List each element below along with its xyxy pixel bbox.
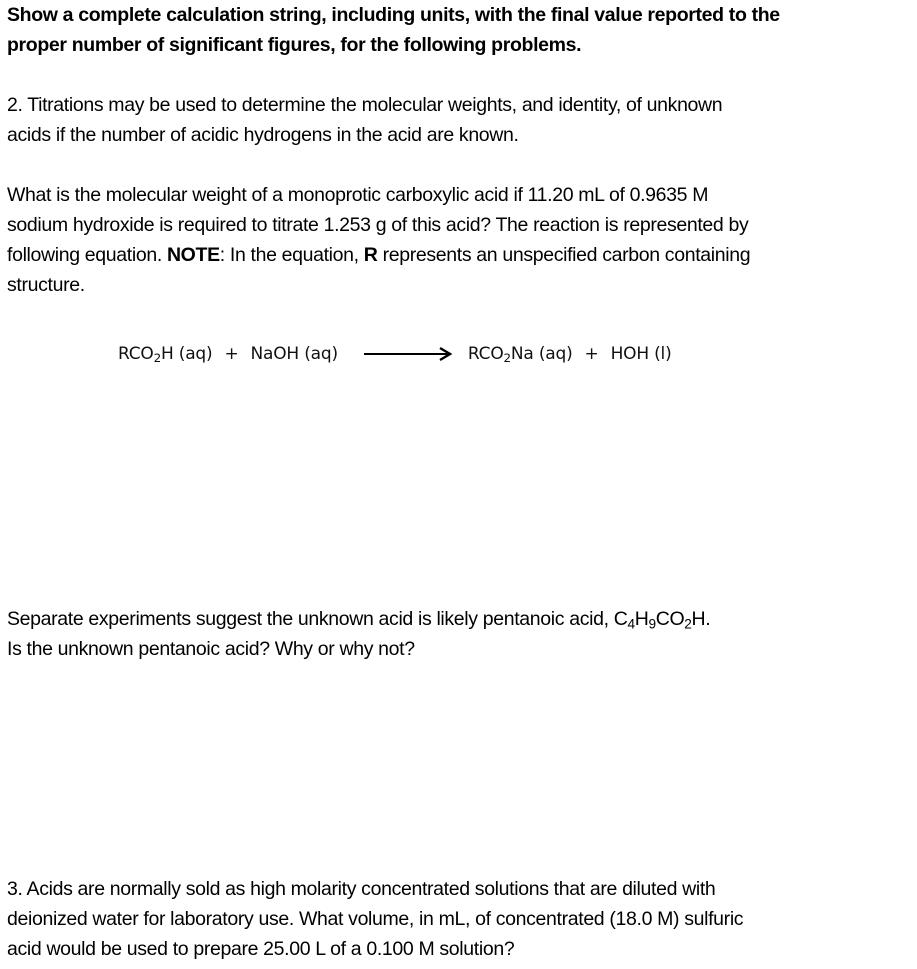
heading-line-2: proper number of significant figures, for the following problems. [7, 34, 582, 56]
subscript: 2 [503, 350, 511, 365]
subscript: 9 [648, 616, 656, 632]
subscript: 2 [153, 350, 161, 365]
formula-part: RCO [467, 344, 504, 364]
q3-line-1: 3. Acids are normally sold as high molarity concentrated solutions that are diluted with [7, 878, 716, 900]
question-2-intro [7, 90, 911, 150]
q2-text: represents an unspecified carbon containing [377, 244, 751, 266]
formula-part: CO [655, 608, 685, 630]
reactant-sodium-hydroxide: NaOH (aq) [250, 344, 338, 364]
formula-part: RCO [118, 344, 154, 364]
q2-intro-line-1: 2. Titrations may be used to determine the molecular weights, and identity, of unknown [7, 94, 723, 116]
subscript: 2 [684, 616, 692, 632]
instructions-heading [7, 0, 911, 60]
formula-part: Na (aq) [510, 344, 573, 364]
q3-line-3: acid would be used to prepare 25.00 L of a 0.100 M solution? [7, 938, 515, 960]
q2-text: : In the equation, [219, 244, 364, 266]
heading-line-1: Show a complete calculation string, including units, with the final value reported to the [7, 4, 780, 26]
subscript: 4 [627, 616, 635, 632]
followup-line-1 [7, 604, 911, 634]
formula-part: H (aq) [161, 344, 213, 364]
followup-line-2: Is the unknown pentanoic acid? Why or why not? [7, 638, 415, 660]
formula-part: H. [691, 608, 711, 630]
question-2-body [7, 180, 911, 300]
plus-sign: + [584, 344, 599, 364]
product-carboxylate-salt [468, 340, 573, 368]
followup-text: Separate experiments suggest the unknown acid is likely pentanoic acid, C [7, 608, 628, 630]
note-label: NOTE [166, 244, 220, 266]
q2-text: following equation. [7, 244, 167, 266]
plus-sign: + [224, 344, 239, 364]
reaction-arrow-icon [364, 346, 452, 362]
q3-line-2: deionized water for laboratory use. What volume, in mL, of concentrated (18.0 M) sulfuric [7, 908, 744, 930]
q2-body-line-4: structure. [7, 274, 85, 296]
question-2-followup [7, 604, 911, 664]
chemical-equation [118, 340, 672, 368]
reactant-carboxylic-acid [118, 340, 212, 368]
q2-body-line-2: sodium hydroxide is required to titrate 1.253 g of this acid? The reaction is represented by [7, 214, 749, 236]
q2-body-line-1: What is the molecular weight of a monoprotic carboxylic acid if 11.20 mL of 0.9635 M [7, 184, 709, 206]
product-water: HOH (l) [610, 344, 672, 364]
q2-body-line-3 [7, 240, 911, 270]
q2-intro-line-2: acids if the number of acidic hydrogens in the acid are known. [7, 124, 519, 146]
formula-part: H [634, 608, 649, 630]
question-3 [7, 874, 911, 964]
r-symbol: R [363, 244, 378, 266]
